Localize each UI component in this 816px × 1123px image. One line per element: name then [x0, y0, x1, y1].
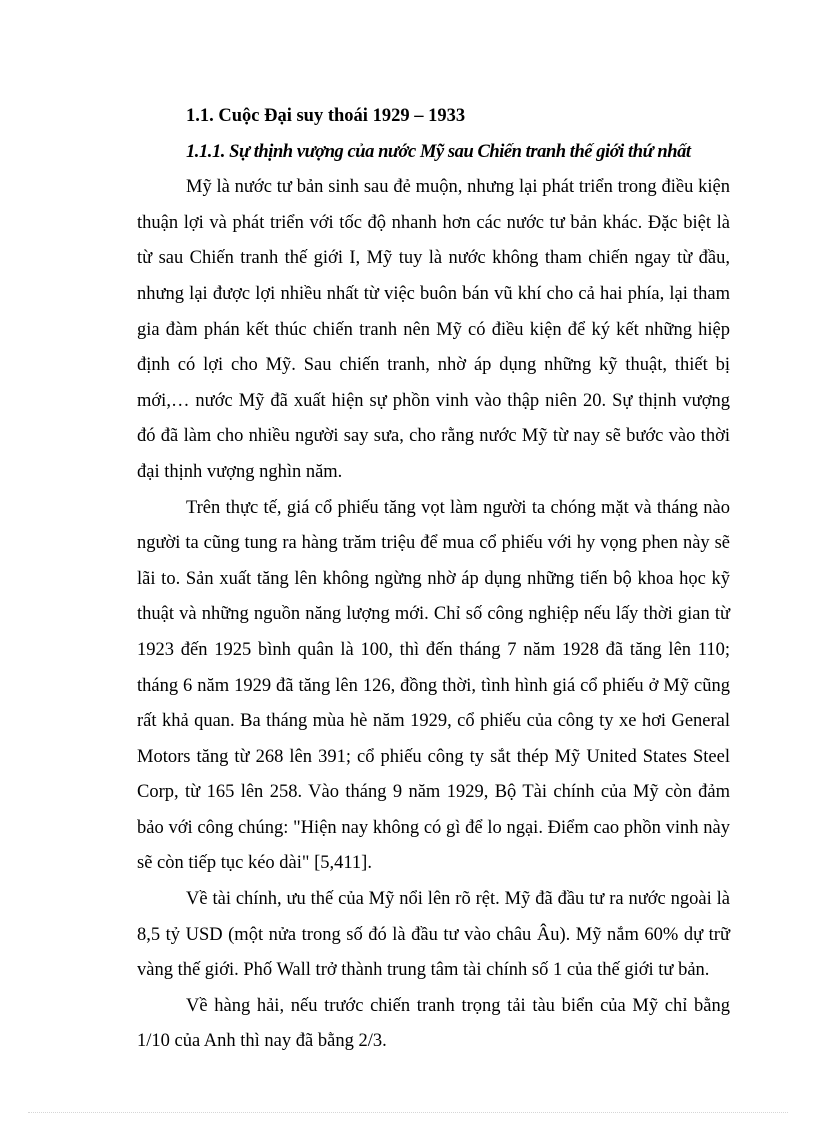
paragraph-2: Trên thực tế, giá cổ phiếu tăng vọt làm người ta chóng mặt và tháng nào người ta cũng tung ra hàng trăm triệu để mua cổ phiếu với hy vọng phen này sẽ lãi to. Sản xuất tăng lên không ngừng nhờ áp dụng những tiến bộ khoa học kỹ thuật và những nguồn năng lượng mới. Chỉ số công nghiệp nếu lấy thời gian từ 1923 đến 1925 bình quân là 100, thì đến tháng 7 năm 1928 đã tăng lên 110; tháng 6 năm 1929 đã tăng lên 126, đồng thời, tình hình giá cổ phiếu ở Mỹ cũng rất khả quan. Ba tháng mùa hè năm 1929, cổ phiếu của công ty xe hơi General Motors tăng từ 268 lên 391; cổ phiếu công ty sắt thép Mỹ United States Steel Corp, từ 165 lên 258. Vào tháng 9 năm 1929, Bộ Tài chính của Mỹ còn đảm bảo với công chúng: "Hiện nay không có gì để lo ngại. Điểm cao phồn vinh này sẽ còn tiếp tục kéo dài" [5,411].: [137, 497, 730, 874]
document-body: [137, 99, 730, 1060]
paragraph-1: Mỹ là nước tư bản sinh sau đẻ muộn, nhưng lại phát triển trong điều kiện thuận lợi và phát triển với tốc độ nhanh hơn các nước tư bản khác. Đặc biệt là từ sau Chiến tranh thế giới I, Mỹ tuy là nước không tham chiến ngay từ đầu, nhưng lại được lợi nhiều nhất từ việc buôn bán vũ khí cho cả hai phía, lại tham gia đàm phán kết thúc chiến tranh nên Mỹ có điều kiện để ký kết những hiệp định có lợi cho Mỹ. Sau chiến tranh, nhờ áp dụng những kỹ thuật, thiết bị mới,… nước Mỹ đã xuất hiện sự phồn vinh vào thập niên 20. Sự thịnh vượng đó đã làm cho nhiều người say sưa, cho rằng nước Mỹ từ nay sẽ bước vào thời đại thịnh vượng nghìn năm.: [137, 177, 730, 482]
paragraph-4: Về hàng hải, nếu trước chiến tranh trọng tải tàu biển của Mỹ chỉ bằng 1/10 của Anh thì nay đã bằng 2/3.: [137, 995, 730, 1052]
page-bottom-divider: [28, 1112, 788, 1113]
paragraph-3: Về tài chính, ưu thế của Mỹ nổi lên rõ rệt. Mỹ đã đầu tư ra nước ngoài là 8,5 tỷ USD (một nửa trong số đó là đầu tư vào châu Âu). Mỹ nắm 60% dự trữ vàng thế giới. Phố Wall trở thành trung tâm tài chính số 1 của thế giới tư bản.: [137, 889, 730, 981]
section-heading: 1.1. Cuộc Đại suy thoái 1929 – 1933: [186, 106, 466, 126]
subsection-heading: 1.1.1. Sự thịnh vượng của nước Mỹ sau Chiến tranh thế giới thứ nhất: [186, 141, 691, 162]
